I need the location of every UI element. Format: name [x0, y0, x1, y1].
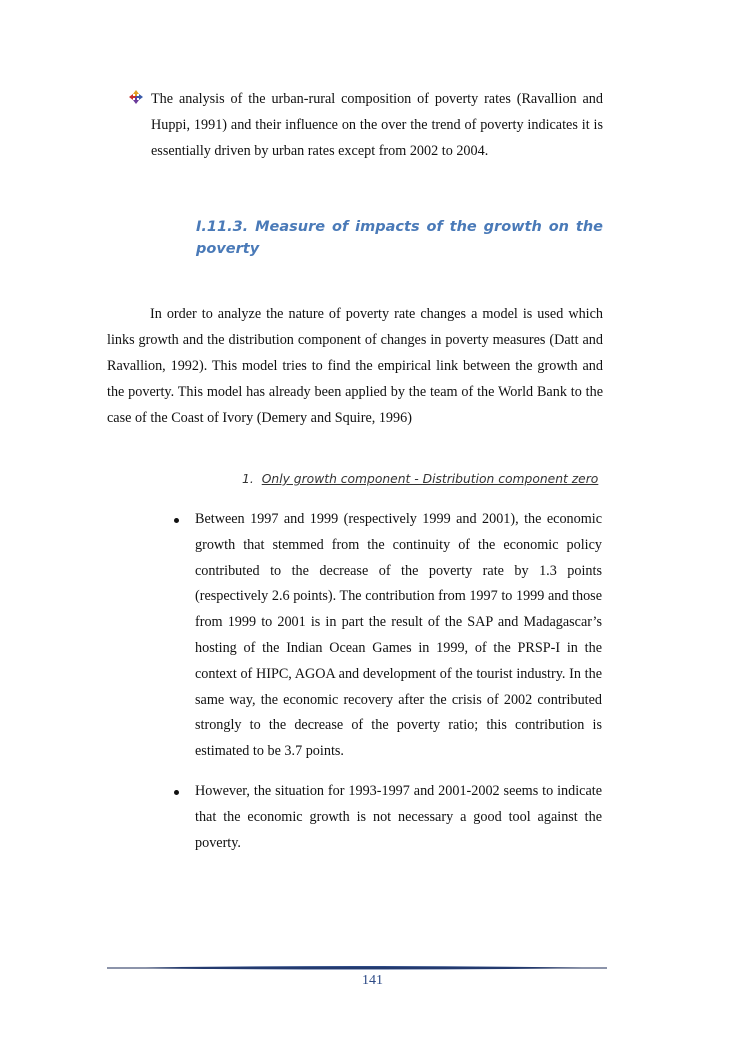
bullet-dot-icon [174, 518, 179, 523]
list-item: Between 1997 and 1999 (respectively 1999 and 2001), the economic growth that stemmed from the continuity of the economic policy contributed to the decrease of the poverty rate by 1.3 points (respectively 2.6 points). The contribution from 1997 to 1999 and those from 1999 to 2001 is in part the result of the SAP and Madagascar’s hosting of the Indian Ocean Games in 1999, of the PRSP-I in the context of HIPC, AGOA and development of the tourist industry. In the same way, the economic recovery after the crisis of 2002 contributed strongly to the decrease of the poverty ratio; this contribution is estimated to be 3.7 points. [195, 511, 602, 760]
subheading-number: 1. [242, 472, 254, 486]
subheading [242, 472, 602, 486]
intro-bullet-text: The analysis of the urban-rural composition of poverty rates (Ravallion and Huppi, 1991) and their influence on the over the trend of poverty indicates it is essentially driven by urban rates except from 2002 to 2004. [151, 91, 603, 159]
bullet-dot-icon [174, 790, 179, 795]
section-heading: I.11.3. Measure of impacts of the growth on the poverty [196, 219, 603, 257]
subheading-text: Only growth component - Distribution component zero [261, 472, 599, 486]
arrow-bullet-icon [128, 89, 144, 105]
body-paragraph: In order to analyze the nature of poverty rate changes a model is used which links growth and the distribution component of changes in poverty measures (Datt and Ravallion, 1992). This model tries to find the empirical link between the growth and the poverty. This model has already been applied by the team of the World Bank to the case of the Coast of Ivory (Demery and Squire, 1996) [107, 306, 603, 426]
list-item: However, the situation for 1993-1997 and 2001-2002 seems to indicate that the economic growth is not necessary a good tool against the poverty. [195, 783, 602, 851]
page-number: 141 [362, 973, 383, 988]
